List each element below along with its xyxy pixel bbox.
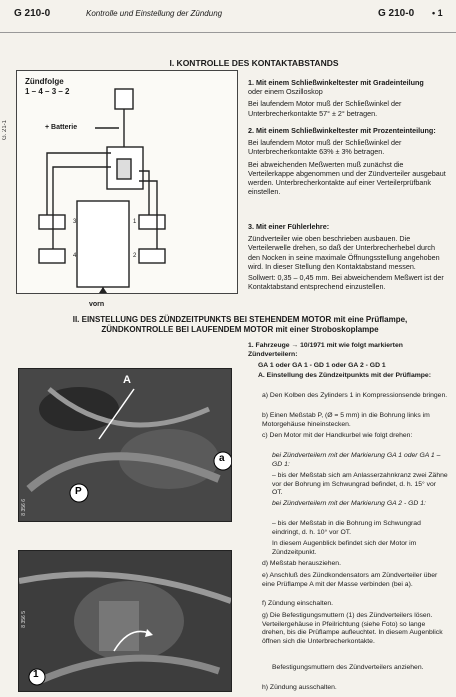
section2-intro: 1. Fahrzeuge → 10/1971 mit wie folgt markierten Zündverteilern:	[248, 342, 403, 358]
spark-plug-3	[39, 215, 65, 229]
photo2-code: 8 356 5	[21, 611, 27, 628]
step-c-note-1: bei Zündverteilern mit der Markierung GA 1 oder GA 1 – GD 1:	[272, 452, 441, 468]
item-2-num: 2.	[248, 126, 254, 135]
item-3-body: Zündverteiler wie oben beschrieben ausbauen. Die Verteilerwelle drehen, so daß der Unterbrecherhebel durch den Nocken in seine maximale Öffnungsstellung angehoben wird. In dieser Stellung den Kontaktabstand messen.	[248, 234, 440, 271]
item-1-sub: oder einem Oszilloskop	[248, 87, 323, 97]
engine-photo-2	[18, 550, 232, 692]
wiring-diagram-svg	[17, 71, 237, 293]
item-3-body2: Sollwert: 0,35 – 0,45 mm. Bei abweichendem Meßwert ist der Kontaktabstand entsprechend einzustellen.	[248, 273, 444, 292]
terminal-3: 3	[73, 219, 77, 225]
item-2-head: Mit einem Schließwinkeltester mit Prozenteinteilung:	[256, 126, 436, 135]
step-g: g) Die Befestigungsmuttern (1) des Zündverteilers lösen. Verteilergehäuse in Pfeilrichtung (siehe Foto) so lange drehen, bis die Prüflampe aufleuchtet. In diesem Augenblick öffnen sich die Unterbrecherkontakte.	[262, 612, 443, 645]
page-number: • 1	[432, 8, 443, 18]
step-g-note: Befestigungsmuttern des Zündverteilers anziehen.	[272, 664, 424, 671]
firing-order-block	[25, 77, 69, 97]
step-c: c) Den Motor mit der Handkurbel wie folgt drehen:	[262, 432, 413, 439]
step-e: e) Anschluß des Zündkondensators am Zündverteiler über eine Prüflampe A mit der Masse verbinden (bei a).	[262, 572, 438, 588]
engine-block	[77, 201, 129, 287]
section2-title	[30, 315, 450, 335]
doc-code-left: G 210-0	[14, 8, 51, 19]
photo1-label-p: P	[75, 486, 82, 497]
spark-plug-1	[139, 215, 165, 229]
section1-item-3	[248, 222, 448, 291]
section1-item-2	[248, 126, 448, 196]
wiring-diagram	[16, 70, 238, 308]
step-c-note-2: bei Zündverteilern mit der Markierung GA 2 - GD 1:	[272, 500, 426, 507]
terminal-4: 4	[73, 253, 77, 259]
section2-subhead: A. Einstellung des Zündzeitpunkts mit der Prüflampe:	[258, 372, 431, 379]
step-f: f) Zündung einschalten.	[262, 600, 334, 607]
step-c-detail-2: – bis der Meßstab in die Bohrung im Schwungrad eindringt, d. h. 10° vor OT.	[272, 520, 421, 536]
spark-plug-2	[139, 249, 165, 263]
step-a: a) Den Kolben des Zylinders 1 in Kompressionsende bringen.	[262, 392, 448, 399]
item-1-head: Mit einem Schließwinkeltester mit Gradeinteilung	[256, 78, 424, 87]
firing-order: 1 – 4 – 3 – 2	[25, 87, 70, 96]
page-header	[0, 0, 456, 33]
item-1-body: Bei laufendem Motor muß der Schließwinkel der Unterbrecherkontakte 57° ± 2° betragen.	[248, 99, 402, 118]
firing-label: Zündfolge	[25, 77, 64, 86]
step-c-summary: In diesem Augenblick befindet sich der Motor im Zündzeitpunkt.	[272, 540, 417, 556]
step-b: b) Einen Meßstab P, (Ø = 5 mm) in die Bohrung links im Motorgehäuse hineinstecken.	[262, 412, 430, 428]
engine-photo-1-art	[19, 369, 231, 521]
spark-plug-4	[39, 249, 65, 263]
step-h: h) Zündung ausschalten.	[262, 684, 337, 691]
ignition-coil	[115, 89, 133, 109]
item-2-body: Bei laufendem Motor muß der Schließwinkel der Unterbrecherkontakte 63% ± 3% betragen.	[248, 138, 402, 157]
section2-models: GA 1 oder GA 1 - GD 1 oder GA 2 - GD 1	[258, 362, 386, 369]
doc-code-right: G 210-0	[378, 8, 415, 19]
photo1-code: 8 356 6	[21, 499, 27, 516]
section2-title-line2: ZÜNDKONTROLLE BEI LAUFENDEM MOTOR mit einer Stroboskoplampe	[101, 325, 379, 334]
item-2-body2: Bei abweichenden Meßwerten muß zunächst die Verteilerkappe abgenommen und der Zündverteiler ausgebaut werden. Unterbrecherkontakte auf einer Verteilerprüfbank einstellen.	[248, 159, 446, 197]
engine-photo-1	[18, 368, 232, 522]
item-3-head: Mit einer Fühlerlehre:	[256, 222, 330, 231]
battery-label: + Batterie	[45, 124, 78, 131]
step-d: d) Meßstab herausziehen.	[262, 560, 341, 567]
rotor	[117, 159, 131, 179]
engine-photo-2-art	[19, 551, 231, 691]
item-3-num: 3.	[248, 222, 254, 231]
photo2-label-1: 1	[33, 669, 39, 680]
front-label: vorn	[89, 301, 105, 308]
terminal-1: 1	[133, 219, 137, 225]
photo1-label-a-upper: A	[123, 374, 131, 386]
section2-title-line1: II. EINSTELLUNG DES ZÜNDZEITPUNKTS BEI STEHENDEM MOTOR mit eine Prüflampe,	[72, 315, 408, 324]
section1-title: I. KONTROLLE DES KONTAKTABSTANDS	[169, 58, 339, 68]
header-title: Kontrolle und Einstellung der Zündung	[86, 9, 223, 18]
item-1-num: 1.	[248, 78, 254, 87]
side-code: G. 21-1	[2, 119, 8, 140]
photo1-label-a-lower: a	[219, 453, 225, 464]
step-c-detail-1: – bis der Meßstab sich am Anlasserzahnkranz zwei Zähne vor der Bohrung im Schwungrad befindet, d. h. 15° vor OT.	[272, 472, 448, 497]
section1-item-1	[248, 78, 448, 118]
terminal-2: 2	[133, 253, 137, 259]
